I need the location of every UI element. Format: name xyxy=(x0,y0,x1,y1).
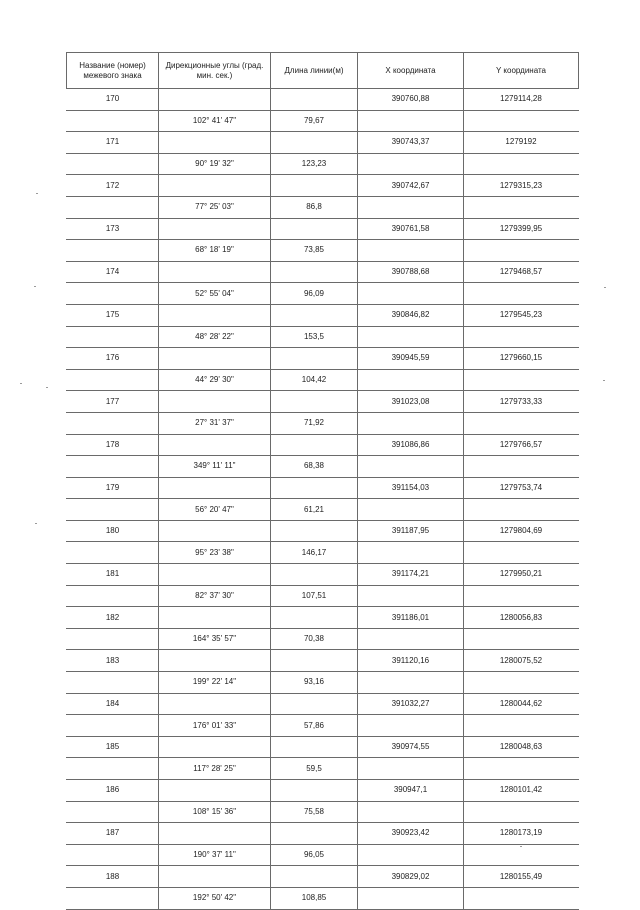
empty-cell xyxy=(271,304,358,326)
table-row-point xyxy=(67,391,579,413)
point-name-cell: 174 xyxy=(67,261,159,283)
line-length-cell: 153,5 xyxy=(271,326,358,348)
point-name-cell: 178 xyxy=(67,434,159,456)
table-row-segment xyxy=(67,758,579,780)
empty-cell xyxy=(358,628,464,650)
empty-cell xyxy=(271,564,358,586)
empty-cell xyxy=(159,89,271,111)
y-coordinate-cell: 1279545,23 xyxy=(464,304,579,326)
empty-cell xyxy=(271,823,358,845)
empty-cell xyxy=(159,780,271,802)
direction-angle-cell: 48° 28' 22" xyxy=(159,326,271,348)
point-name-cell: 183 xyxy=(67,650,159,672)
line-length-cell: 61,21 xyxy=(271,499,358,521)
empty-cell xyxy=(271,261,358,283)
empty-cell xyxy=(464,672,579,694)
empty-cell xyxy=(358,369,464,391)
scan-speck xyxy=(603,380,605,381)
line-length-cell: 73,85 xyxy=(271,240,358,262)
x-coordinate-cell: 390945,59 xyxy=(358,348,464,370)
direction-angle-cell: 102° 41' 47" xyxy=(159,110,271,132)
empty-cell xyxy=(464,326,579,348)
empty-cell xyxy=(67,628,159,650)
empty-cell xyxy=(464,412,579,434)
table-row-segment xyxy=(67,412,579,434)
point-name-cell: 173 xyxy=(67,218,159,240)
line-length-cell: 108,85 xyxy=(271,887,358,909)
table-row-point xyxy=(67,175,579,197)
x-coordinate-cell: 391154,03 xyxy=(358,477,464,499)
x-coordinate-cell: 391086,86 xyxy=(358,434,464,456)
empty-cell xyxy=(358,801,464,823)
table-row-segment xyxy=(67,196,579,218)
point-name-cell: 180 xyxy=(67,520,159,542)
empty-cell xyxy=(464,196,579,218)
empty-cell xyxy=(464,369,579,391)
empty-cell xyxy=(159,520,271,542)
table-row-segment xyxy=(67,283,579,305)
empty-cell xyxy=(67,369,159,391)
empty-cell xyxy=(358,110,464,132)
line-length-cell: 123,23 xyxy=(271,153,358,175)
empty-cell xyxy=(358,672,464,694)
y-coordinate-cell: 1280101,42 xyxy=(464,780,579,802)
point-name-cell: 171 xyxy=(67,132,159,154)
x-coordinate-cell: 390947,1 xyxy=(358,780,464,802)
empty-cell xyxy=(464,801,579,823)
direction-angle-cell: 349° 11' 11" xyxy=(159,456,271,478)
y-coordinate-cell: 1280155,49 xyxy=(464,866,579,888)
table-row-segment xyxy=(67,844,579,866)
point-name-cell: 186 xyxy=(67,780,159,802)
direction-angle-cell: 117° 28' 25" xyxy=(159,758,271,780)
x-coordinate-cell: 391187,95 xyxy=(358,520,464,542)
direction-angle-cell: 56° 20' 47" xyxy=(159,499,271,521)
line-length-cell: 71,92 xyxy=(271,412,358,434)
direction-angle-cell: 82° 37' 30" xyxy=(159,585,271,607)
empty-cell xyxy=(67,499,159,521)
x-coordinate-cell: 391023,08 xyxy=(358,391,464,413)
empty-cell xyxy=(464,585,579,607)
empty-cell xyxy=(271,693,358,715)
empty-cell xyxy=(159,391,271,413)
table-row-point xyxy=(67,261,579,283)
table-row-point xyxy=(67,564,579,586)
point-name-cell: 172 xyxy=(67,175,159,197)
table-header-row xyxy=(67,53,579,89)
point-name-cell: 182 xyxy=(67,607,159,629)
scan-speck xyxy=(604,287,606,288)
empty-cell xyxy=(67,801,159,823)
line-length-cell: 104,42 xyxy=(271,369,358,391)
empty-cell xyxy=(464,715,579,737)
line-length-cell: 146,17 xyxy=(271,542,358,564)
table-row-point xyxy=(67,780,579,802)
line-length-cell: 86,8 xyxy=(271,196,358,218)
y-coordinate-cell: 1279766,57 xyxy=(464,434,579,456)
empty-cell xyxy=(271,218,358,240)
line-length-cell: 96,05 xyxy=(271,844,358,866)
header-y-coordinate: Y координата xyxy=(464,53,579,89)
empty-cell xyxy=(464,153,579,175)
y-coordinate-cell: 1279950,21 xyxy=(464,564,579,586)
empty-cell xyxy=(159,823,271,845)
line-length-cell: 75,58 xyxy=(271,801,358,823)
empty-cell xyxy=(358,412,464,434)
empty-cell xyxy=(159,477,271,499)
empty-cell xyxy=(67,542,159,564)
table-row-point xyxy=(67,304,579,326)
y-coordinate-cell: 1279733,33 xyxy=(464,391,579,413)
empty-cell xyxy=(358,844,464,866)
empty-cell xyxy=(358,456,464,478)
empty-cell xyxy=(464,240,579,262)
point-name-cell: 176 xyxy=(67,348,159,370)
empty-cell xyxy=(159,261,271,283)
table-row-segment xyxy=(67,715,579,737)
table-row-point xyxy=(67,736,579,758)
empty-cell xyxy=(67,456,159,478)
x-coordinate-cell: 390829,02 xyxy=(358,866,464,888)
empty-cell xyxy=(464,110,579,132)
line-length-cell: 93,16 xyxy=(271,672,358,694)
point-name-cell: 185 xyxy=(67,736,159,758)
line-length-cell: 107,51 xyxy=(271,585,358,607)
scan-speck xyxy=(34,286,36,287)
header-x-coordinate: X координата xyxy=(358,53,464,89)
table-row-segment xyxy=(67,672,579,694)
scan-speck xyxy=(520,846,522,847)
empty-cell xyxy=(358,326,464,348)
empty-cell xyxy=(464,758,579,780)
line-length-cell: 57,86 xyxy=(271,715,358,737)
table-body xyxy=(67,89,579,910)
table-row-point xyxy=(67,520,579,542)
table-row-segment xyxy=(67,110,579,132)
y-coordinate-cell: 1280044,62 xyxy=(464,693,579,715)
table-row-point xyxy=(67,477,579,499)
table-row-point xyxy=(67,607,579,629)
empty-cell xyxy=(159,736,271,758)
line-length-cell: 79,67 xyxy=(271,110,358,132)
direction-angle-cell: 90° 19' 32" xyxy=(159,153,271,175)
y-coordinate-cell: 1279804,69 xyxy=(464,520,579,542)
empty-cell xyxy=(67,585,159,607)
y-coordinate-cell: 1279192 xyxy=(464,132,579,154)
empty-cell xyxy=(67,844,159,866)
y-coordinate-cell: 1280056,83 xyxy=(464,607,579,629)
empty-cell xyxy=(358,758,464,780)
empty-cell xyxy=(159,564,271,586)
direction-angle-cell: 52° 55' 04" xyxy=(159,283,271,305)
x-coordinate-cell: 391174,21 xyxy=(358,564,464,586)
y-coordinate-cell: 1280075,52 xyxy=(464,650,579,672)
boundary-coordinates-table xyxy=(66,52,579,910)
empty-cell xyxy=(159,218,271,240)
point-name-cell: 179 xyxy=(67,477,159,499)
x-coordinate-cell: 391120,16 xyxy=(358,650,464,672)
empty-cell xyxy=(159,650,271,672)
y-coordinate-cell: 1280173,19 xyxy=(464,823,579,845)
empty-cell xyxy=(159,132,271,154)
empty-cell xyxy=(159,693,271,715)
table-row-segment xyxy=(67,801,579,823)
empty-cell xyxy=(159,434,271,456)
table-row-segment xyxy=(67,542,579,564)
empty-cell xyxy=(464,844,579,866)
empty-cell xyxy=(271,348,358,370)
direction-angle-cell: 164° 35' 57" xyxy=(159,628,271,650)
direction-angle-cell: 190° 37' 11" xyxy=(159,844,271,866)
table-row-point xyxy=(67,823,579,845)
empty-cell xyxy=(271,520,358,542)
scan-speck xyxy=(35,523,37,524)
empty-cell xyxy=(67,887,159,909)
empty-cell xyxy=(67,283,159,305)
empty-cell xyxy=(271,434,358,456)
empty-cell xyxy=(67,240,159,262)
table-row-point xyxy=(67,132,579,154)
header-line-length: Длина линии(м) xyxy=(271,53,358,89)
empty-cell xyxy=(358,153,464,175)
y-coordinate-cell: 1279399,95 xyxy=(464,218,579,240)
header-point-name: Название (номер) межевого знака xyxy=(67,53,159,89)
y-coordinate-cell: 1279753,74 xyxy=(464,477,579,499)
empty-cell xyxy=(271,650,358,672)
direction-angle-cell: 27° 31' 37" xyxy=(159,412,271,434)
empty-cell xyxy=(464,628,579,650)
empty-cell xyxy=(464,283,579,305)
y-coordinate-cell: 1280048,63 xyxy=(464,736,579,758)
empty-cell xyxy=(159,348,271,370)
empty-cell xyxy=(159,607,271,629)
empty-cell xyxy=(159,175,271,197)
direction-angle-cell: 192° 50' 42" xyxy=(159,887,271,909)
line-length-cell: 96,09 xyxy=(271,283,358,305)
empty-cell xyxy=(464,456,579,478)
y-coordinate-cell: 1279114,28 xyxy=(464,89,579,111)
empty-cell xyxy=(358,715,464,737)
table-row-segment xyxy=(67,369,579,391)
table-row-point xyxy=(67,866,579,888)
empty-cell xyxy=(358,196,464,218)
point-name-cell: 170 xyxy=(67,89,159,111)
empty-cell xyxy=(464,887,579,909)
line-length-cell: 59,5 xyxy=(271,758,358,780)
x-coordinate-cell: 390974,55 xyxy=(358,736,464,758)
point-name-cell: 177 xyxy=(67,391,159,413)
point-name-cell: 188 xyxy=(67,866,159,888)
empty-cell xyxy=(67,326,159,348)
empty-cell xyxy=(358,585,464,607)
table-row-segment xyxy=(67,326,579,348)
empty-cell xyxy=(358,887,464,909)
x-coordinate-cell: 391032,27 xyxy=(358,693,464,715)
header-direction-angle: Дирекционные углы (град. мин. сек.) xyxy=(159,53,271,89)
table-row-segment xyxy=(67,456,579,478)
empty-cell xyxy=(159,304,271,326)
x-coordinate-cell: 390846,82 xyxy=(358,304,464,326)
table-row-point xyxy=(67,89,579,111)
point-name-cell: 187 xyxy=(67,823,159,845)
empty-cell xyxy=(271,175,358,197)
x-coordinate-cell: 390761,58 xyxy=(358,218,464,240)
direction-angle-cell: 108° 15' 36" xyxy=(159,801,271,823)
empty-cell xyxy=(271,607,358,629)
direction-angle-cell: 199° 22' 14" xyxy=(159,672,271,694)
scan-speck xyxy=(36,193,38,194)
y-coordinate-cell: 1279468,57 xyxy=(464,261,579,283)
table-row-point xyxy=(67,434,579,456)
table-row-segment xyxy=(67,887,579,909)
table-row-segment xyxy=(67,153,579,175)
x-coordinate-cell: 390743,37 xyxy=(358,132,464,154)
table-row-point xyxy=(67,650,579,672)
empty-cell xyxy=(67,412,159,434)
empty-cell xyxy=(358,542,464,564)
scan-speck xyxy=(46,387,48,388)
x-coordinate-cell: 390923,42 xyxy=(358,823,464,845)
y-coordinate-cell: 1279315,23 xyxy=(464,175,579,197)
table-row-segment xyxy=(67,240,579,262)
table-row-point xyxy=(67,218,579,240)
empty-cell xyxy=(67,758,159,780)
line-length-cell: 68,38 xyxy=(271,456,358,478)
table-row-point xyxy=(67,693,579,715)
empty-cell xyxy=(464,499,579,521)
empty-cell xyxy=(358,283,464,305)
empty-cell xyxy=(271,132,358,154)
x-coordinate-cell: 390788,68 xyxy=(358,261,464,283)
empty-cell xyxy=(271,391,358,413)
empty-cell xyxy=(271,89,358,111)
table-row-point xyxy=(67,348,579,370)
direction-angle-cell: 95° 23' 38" xyxy=(159,542,271,564)
point-name-cell: 181 xyxy=(67,564,159,586)
empty-cell xyxy=(271,780,358,802)
empty-cell xyxy=(67,110,159,132)
point-name-cell: 175 xyxy=(67,304,159,326)
y-coordinate-cell: 1279660,15 xyxy=(464,348,579,370)
line-length-cell: 70,38 xyxy=(271,628,358,650)
empty-cell xyxy=(159,866,271,888)
direction-angle-cell: 68° 18' 19" xyxy=(159,240,271,262)
empty-cell xyxy=(358,499,464,521)
empty-cell xyxy=(67,672,159,694)
direction-angle-cell: 44° 29' 30" xyxy=(159,369,271,391)
x-coordinate-cell: 391186,01 xyxy=(358,607,464,629)
empty-cell xyxy=(358,240,464,262)
table-row-segment xyxy=(67,628,579,650)
empty-cell xyxy=(67,196,159,218)
empty-cell xyxy=(271,477,358,499)
direction-angle-cell: 176° 01' 33" xyxy=(159,715,271,737)
empty-cell xyxy=(67,153,159,175)
x-coordinate-cell: 390742,67 xyxy=(358,175,464,197)
table-row-segment xyxy=(67,499,579,521)
point-name-cell: 184 xyxy=(67,693,159,715)
empty-cell xyxy=(271,736,358,758)
direction-angle-cell: 77° 25' 03" xyxy=(159,196,271,218)
empty-cell xyxy=(271,866,358,888)
empty-cell xyxy=(464,542,579,564)
empty-cell xyxy=(67,715,159,737)
x-coordinate-cell: 390760,88 xyxy=(358,89,464,111)
scan-speck xyxy=(20,383,22,384)
table-row-segment xyxy=(67,585,579,607)
